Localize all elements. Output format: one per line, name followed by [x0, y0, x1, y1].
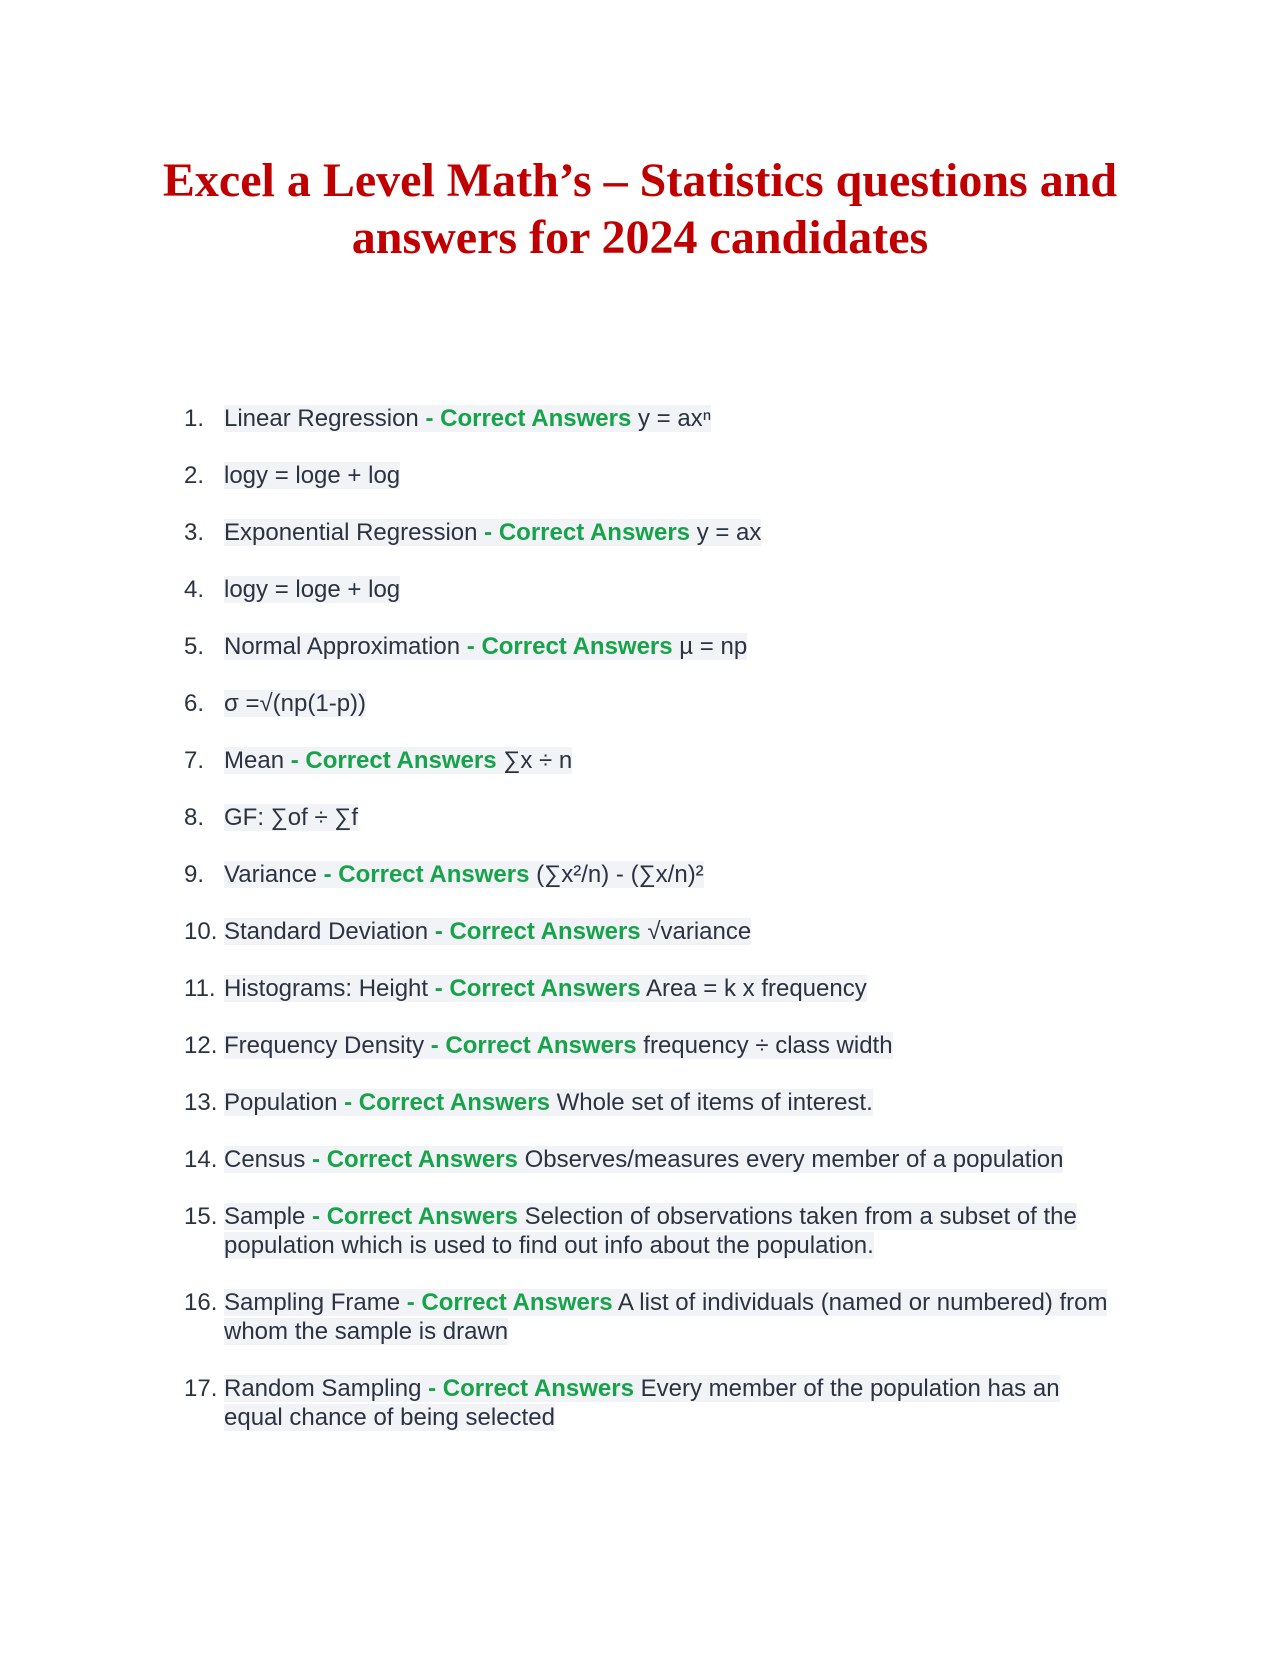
item-body [224, 1289, 1107, 1345]
item-number: 6. [184, 690, 205, 717]
correct-answers-label: - Correct Answers [484, 519, 691, 546]
item-answer: µ = np [679, 633, 748, 660]
correct-answers-label: - Correct Answers [290, 747, 497, 774]
item-number: 16. [184, 1289, 218, 1316]
correct-answers-label: - Correct Answers [312, 1203, 518, 1230]
correct-answers-label: - Correct Answers [434, 975, 641, 1002]
item-body [224, 975, 867, 1002]
list-item [184, 1031, 1114, 1060]
list-item [184, 1088, 1114, 1117]
item-answer: Selection of observations taken from a subset of the population which is used to find out info about the population. [224, 1203, 1077, 1259]
item-body [224, 1375, 1060, 1431]
item-number: 17. [184, 1375, 218, 1402]
item-question: Variance [224, 861, 317, 888]
item-body [224, 462, 400, 489]
item-number: 5. [184, 633, 205, 660]
item-question: Population [224, 1089, 338, 1116]
item-question: Census [224, 1146, 306, 1173]
item-number: 2. [184, 462, 205, 489]
item-body [224, 1203, 1077, 1259]
item-question: Frequency Density [224, 1032, 425, 1059]
qa-list [184, 404, 1114, 1460]
list-item [184, 632, 1114, 661]
correct-answers-label: - Correct Answers [323, 861, 530, 888]
item-answer: frequency ÷ class width [643, 1032, 893, 1059]
correct-answers-label: - Correct Answers [466, 633, 673, 660]
item-answer: ∑x ÷ n [503, 747, 573, 774]
item-body [224, 1089, 873, 1116]
list-item [184, 1202, 1114, 1260]
item-number: 4. [184, 576, 205, 603]
item-question: Mean [224, 747, 285, 774]
list-item [184, 974, 1114, 1003]
item-answer: √variance [647, 918, 752, 945]
item-text: GF: ∑of ÷ ∑f [224, 804, 359, 831]
item-number: 1. [184, 405, 205, 432]
item-question: Exponential Regression [224, 519, 478, 546]
correct-answers-label: - Correct Answers [428, 1375, 634, 1402]
item-answer: Observes/measures every member of a population [524, 1146, 1064, 1173]
item-number: 11. [184, 975, 216, 1002]
item-body [224, 519, 761, 546]
item-body [224, 576, 400, 603]
item-body [224, 918, 751, 945]
item-body [224, 861, 704, 888]
correct-answers-label: - Correct Answers [434, 918, 641, 945]
item-text: logy = loge + log [224, 462, 401, 489]
list-item [184, 1288, 1114, 1346]
list-item [184, 1145, 1114, 1174]
correct-answers-label: - Correct Answers [344, 1089, 550, 1116]
item-number: 15. [184, 1203, 218, 1230]
correct-answers-label: - Correct Answers [312, 1146, 518, 1173]
item-number: 12. [184, 1032, 218, 1059]
list-item [184, 860, 1114, 889]
item-number: 3. [184, 519, 205, 546]
item-answer: y = ax [696, 519, 762, 546]
item-answer: A list of individuals (named or numbered) from whom the sample is drawn [224, 1289, 1108, 1345]
item-number: 8. [184, 804, 205, 831]
item-question: Sampling Frame [224, 1289, 401, 1316]
item-question: Histograms: Height [224, 975, 429, 1002]
item-answer: Every member of the population has an equal chance of being selected [224, 1375, 1060, 1431]
item-body [224, 633, 747, 660]
correct-answers-label: - Correct Answers [425, 405, 632, 432]
item-body [224, 747, 572, 774]
list-item [184, 689, 1114, 718]
correct-answers-label: - Correct Answers [430, 1032, 637, 1059]
item-answer: Area = k x frequency [645, 975, 867, 1002]
list-item [184, 461, 1114, 490]
item-question: Linear Regression [224, 405, 419, 432]
item-number: 7. [184, 747, 205, 774]
item-number: 14. [184, 1146, 218, 1173]
item-body [224, 405, 711, 432]
list-item [184, 518, 1114, 547]
item-question: Standard Deviation [224, 918, 429, 945]
list-item [184, 803, 1114, 832]
item-number: 13. [184, 1089, 218, 1116]
item-question: Random Sampling [224, 1375, 422, 1402]
item-body [224, 690, 366, 717]
item-question: Sample [224, 1203, 306, 1230]
item-body [224, 1146, 1063, 1173]
document-title: Excel a Level Math’s – Statistics questions and answers for 2024 candidates [162, 154, 1118, 264]
list-item [184, 575, 1114, 604]
item-answer: Whole set of items of interest. [556, 1089, 873, 1116]
item-number: 10. [184, 918, 218, 945]
list-item [184, 917, 1114, 946]
item-text: logy = loge + log [224, 576, 401, 603]
list-item [184, 404, 1114, 433]
item-body [224, 804, 358, 831]
correct-answers-label: - Correct Answers [406, 1289, 613, 1316]
item-answer: (∑x²/n) - (∑x/n)² [536, 861, 704, 888]
list-item [184, 746, 1114, 775]
item-question: Normal Approximation [224, 633, 461, 660]
item-number: 9. [184, 861, 205, 888]
item-body [224, 1032, 893, 1059]
list-item [184, 1374, 1114, 1432]
item-answer: y = axⁿ [637, 405, 712, 432]
item-text: σ =√(np(1-p)) [224, 690, 367, 717]
